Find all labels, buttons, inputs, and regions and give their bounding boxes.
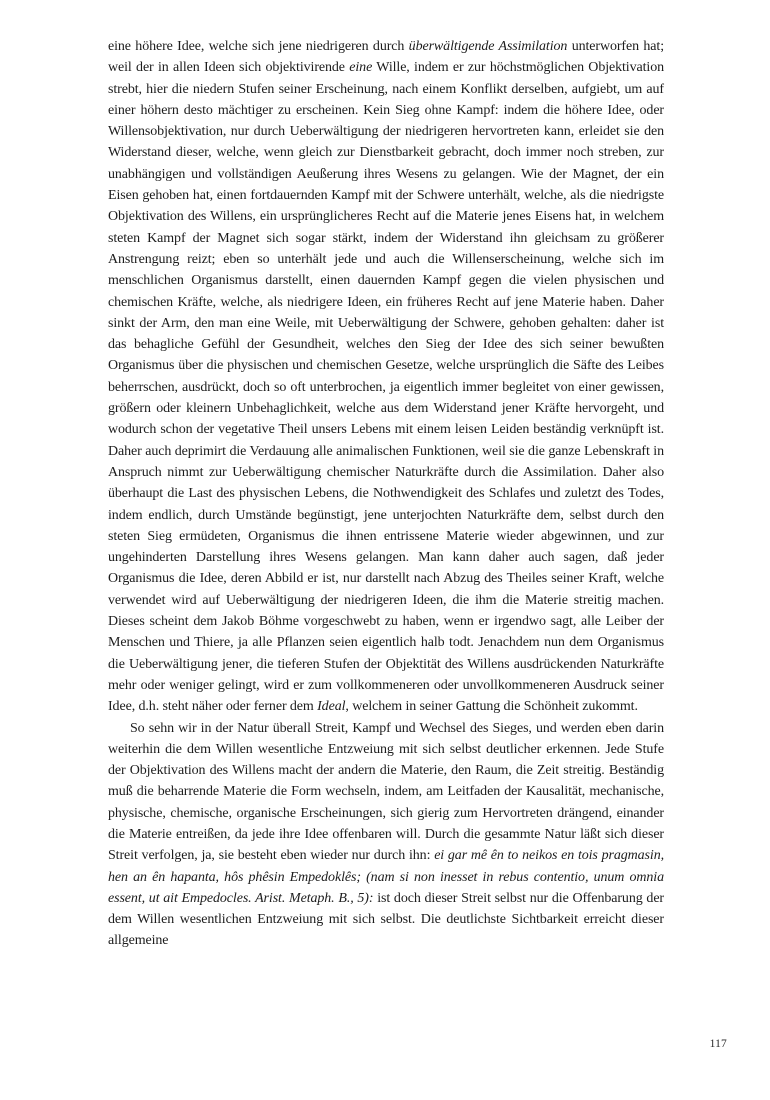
paragraph <box>108 718 664 952</box>
text-run: Wille, indem er zur höchstmöglichen Objektivation strebt, hier die niedern Stufen seiner Erscheinung, nach einem Konflikt derselben, aufgiebt, um auf einer höhern desto mächtiger zu erscheinen. Kein Sieg ohne Kampf: indem die höhere Idee, oder Willensobjektivation, nur durch Ueberwältigung der niedrigeren hervortreten kann, erleidet sie den Widerstand dieser, welche, wenn gleich zur Dienstbarkeit gebracht, doch immer noch streben, zur unabhängigen und vollständigen Aeußerung ihres Wesens zu gelangen. Wie der Magnet, der ein Eisen gehoben hat, einen fortdauernden Kampf mit der Schwere unterhält, welche, als die niedrigste Objektivation des Willens, ein ursprünglicheres Recht auf die Materie jenes Eisens hat, in welchem steten Kampf der Magnet sich sogar stärkt, indem der Widerstand ihn gleichsam zu größerer Anstrengung reizt; eben so unterhält jede und auch die Willenserscheinung, welche sich im menschlichen Organismus darstellt, einen dauernden Kampf gegen die vielen physischen und chemischen Kräfte, welche, als niedrigere Ideen, ein früheres Recht auf jene Materie haben. Daher sinkt der Arm, den man eine Weile, mit Ueberwältigung der Schwere, gehoben gehalten: daher ist das behagliche Gefühl der Gesundheit, welches den Sieg der Idee des sich seiner bewußten Organismus über die physischen und chemischen Gesetze, welche ursprünglich die Säfte des Leibes beherrschen, ausdrückt, doch so oft unterbrochen, ja eigentlich immer begleitet von einer gewissen, größern oder kleinern Unbehaglichkeit, welche aus dem Widerstand jener Kräfte hervorgeht, und wodurch schon der vegetative Theil unsers Lebens mit einem leisen Leiden beständig verknüpft ist. Daher auch deprimirt die Verdauung alle animalischen Funktionen, weil sie die ganze Lebenskraft in Anspruch nimmt zur Ueberwältigung chemischer Naturkräfte durch die Assimilation. Daher also überhaupt die Last des physischen Lebens, die Nothwendigkeit des Schlafes und zuletzt des Todes, indem endlich, durch Umstände begünstigt, jene unterjochten Naturkräfte dem, selbst durch den steten Sieg ermüdeten, Organismus die ihnen entrissene Materie wieder abgewinnen, und zur ungehinderten Darstellung ihres Wesens gelangen. Man kann daher auch sagen, daß jeder Organismus die Idee, deren Abbild er ist, nur darstellt nach Abzug des Theiles seiner Kraft, welche verwendet wird auf Ueberwältigung der niedrigeren Ideen, die ihm die Materie streitig machen. Dieses scheint dem Jakob Böhme vorgeschwebt zu haben, wenn er irgendwo sagt, alle Leiber der Menschen und Thiere, ja alle Pflanzen seien eigentlich halb todt. Jenachdem nun dem Organismus die Ueberwältigung jener, die tieferen Stufen der Objektität des Willens ausdrückenden Naturkräfte mehr oder weniger gelingt, wird er zum vollkommeneren oder unvollkommeneren Ausdruck seiner Idee, d.h. steht näher oder ferner dem <box>108 60 664 715</box>
text-run: So sehn wir in der Natur überall Streit, Kampf und Wechsel des Sieges, und werden eben darin weiterhin die dem Willen wesentliche Entzweiung mit sich selbst deutlicher erkennen. Jede Stufe der Objektivation des Willens macht der andern die Materie, den Raum, die Zeit streitig. Beständig muß die beharrende Materie die Form wechseln, indem, am Leitfaden der Kausalität, mechanische, physische, chemische, organische Erscheinungen, sich gierig zum Hervortreten drängend, einander die Materie entreißen, da jede ihre Idee offenbaren will. Durch die gesammte Natur läßt sich dieser Streit verfolgen, ja, sie besteht eben wieder nur durch ihn: <box>108 720 664 864</box>
text-run: ist doch dieser Streit selbst nur die Offenbarung der dem Willen wesentlichen Entzweiung mit sich selbst. Die deutlichste Sichtbarkeit erreicht dieser allgemeine <box>108 890 664 949</box>
text-run-italic: ei gar mê ên to neikos en tois pragmasin, hen an ên hapanta, hôs phêsin Empedoklês; (nam si non inesset in rebus contentio, unum omnia essent, ut ait Empedocles. Arist. Metaph. B., 5): <box>108 848 664 906</box>
text-run-italic: Ideal <box>317 699 346 715</box>
text-run: unterworfen hat; weil der in allen Ideen sich objektivirende <box>108 39 664 76</box>
text-run-italic: eine <box>349 60 373 76</box>
text-run: eine höhere Idee, welche sich jene niedrigeren durch <box>108 39 409 54</box>
page-text <box>108 36 664 952</box>
paragraph <box>108 36 664 718</box>
text-run: , welchem in seiner Gattung die Schönheit zukommt. <box>345 699 638 715</box>
text-run-italic: überwältigende Assimilation <box>408 39 568 54</box>
page-number: 117 <box>709 1038 727 1050</box>
